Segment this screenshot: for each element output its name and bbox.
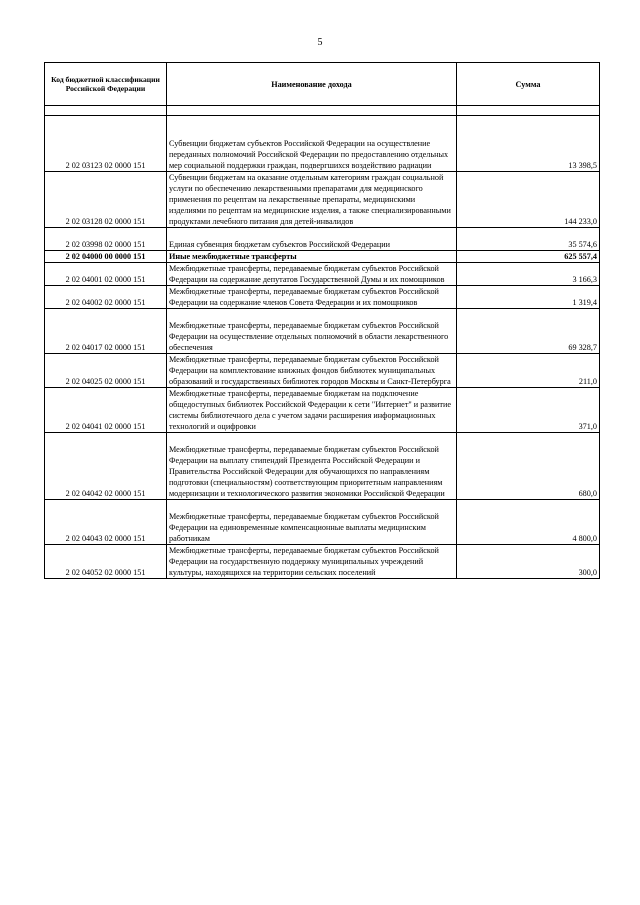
row-name: Межбюджетные трансферты, передаваемые бюджетам субъектов Российской Федерации на осуществление отдельных полномочий в области лекарственного обеспечения <box>167 309 457 354</box>
row-code: 2 02 04025 02 0000 151 <box>45 354 167 388</box>
income-table <box>44 62 600 579</box>
table-row <box>45 228 600 251</box>
row-amount: 680,0 <box>457 433 600 500</box>
table-row <box>45 172 600 228</box>
row-amount: 625 557,4 <box>457 251 600 263</box>
table-row <box>45 354 600 388</box>
row-amount: 1 319,4 <box>457 286 600 309</box>
table-body <box>45 106 600 579</box>
table-header-row <box>45 63 600 106</box>
table-row <box>45 545 600 579</box>
row-amount: 69 328,7 <box>457 309 600 354</box>
row-code: 2 02 04042 02 0000 151 <box>45 433 167 500</box>
page-number: 5 <box>317 37 323 48</box>
row-amount: 371,0 <box>457 388 600 433</box>
table-row <box>45 500 600 545</box>
row-code: 2 02 04041 02 0000 151 <box>45 388 167 433</box>
row-amount: 35 574,6 <box>457 228 600 251</box>
row-name: Единая субвенция бюджетам субъектов Российской Федерации <box>167 228 457 251</box>
row-name: Межбюджетные трансферты, передаваемые бюджетам на подключение общедоступных библиотек Российской Федерации к сети "Интернет" и развитие системы библиотечного дела с учетом задачи расширения информационных технологий и оцифровки <box>167 388 457 433</box>
table-row <box>45 388 600 433</box>
table-row <box>45 263 600 286</box>
header-amount: Сумма <box>457 63 600 106</box>
row-name: Субвенции бюджетам на оказание отдельным категориям граждан социальной услуги по обеспечению лекарственными препаратами для медицинского применения по рецептам на лекарственные препараты, медицинскими изделиями по рецептам на медицинские изделия, а также специализированными продуктами лечебного питания для детей-инвалидов <box>167 172 457 228</box>
row-code: 2 02 04000 00 0000 151 <box>45 251 167 263</box>
row-name: Межбюджетные трансферты, передаваемые бюджетам субъектов Российской Федерации на государственную поддержку муниципальных учреждений культуры, находящихся на территории сельских поселений <box>167 545 457 579</box>
row-name: Межбюджетные трансферты, передаваемые бюджетам субъектов Российской Федерации на выплату стипендий Президента Российской Федерации и Правительства Российской Федерации для обучающихся по направлениям подготовки (специальностям) соответствующим приоритетным направлениям модернизации и технологического развития экономики Российской Федерации <box>167 433 457 500</box>
row-amount: 3 166,3 <box>457 263 600 286</box>
table-row <box>45 116 600 172</box>
table-row <box>45 309 600 354</box>
row-amount: 4 800,0 <box>457 500 600 545</box>
row-amount: 144 233,0 <box>457 172 600 228</box>
row-amount: 211,0 <box>457 354 600 388</box>
table-row <box>45 251 600 263</box>
row-amount: 13 398,5 <box>457 116 600 172</box>
row-code: 2 02 03128 02 0000 151 <box>45 172 167 228</box>
row-code: 2 02 04043 02 0000 151 <box>45 500 167 545</box>
row-code: 2 02 03123 02 0000 151 <box>45 116 167 172</box>
row-name: Межбюджетные трансферты, передаваемые бюджетам субъектов Российской Федерации на содержание членов Совета Федерации и их помощников <box>167 286 457 309</box>
header-code: Код бюджетной классификации Российской Федерации <box>45 63 167 106</box>
row-amount: 300,0 <box>457 545 600 579</box>
row-name: Субвенции бюджетам субъектов Российской Федерации на осуществление переданных полномочий Российской Федерации по предоставлению отдельных мер социальной поддержки граждан, подвергшихся воздействию радиации <box>167 116 457 172</box>
table-row <box>45 286 600 309</box>
row-name: Межбюджетные трансферты, передаваемые бюджетам субъектов Российской Федерации на комплектование книжных фондов библиотек муниципальных образований и государственных библиотек городов Москвы и Санкт-Петербурга <box>167 354 457 388</box>
row-code: 2 02 04017 02 0000 151 <box>45 309 167 354</box>
row-code: 2 02 04052 02 0000 151 <box>45 545 167 579</box>
row-name: Межбюджетные трансферты, передаваемые бюджетам субъектов Российской Федерации на единовременные компенсационные выплаты медицинским работникам <box>167 500 457 545</box>
header-name: Наименование дохода <box>167 63 457 106</box>
table-spacer-row <box>45 106 600 116</box>
table-row <box>45 433 600 500</box>
row-code: 2 02 04002 02 0000 151 <box>45 286 167 309</box>
row-code: 2 02 03998 02 0000 151 <box>45 228 167 251</box>
row-name: Иные межбюджетные трансферты <box>167 251 457 263</box>
row-name: Межбюджетные трансферты, передаваемые бюджетам субъектов Российской Федерации на содержание депутатов Государственной Думы и их помощников <box>167 263 457 286</box>
row-code: 2 02 04001 02 0000 151 <box>45 263 167 286</box>
